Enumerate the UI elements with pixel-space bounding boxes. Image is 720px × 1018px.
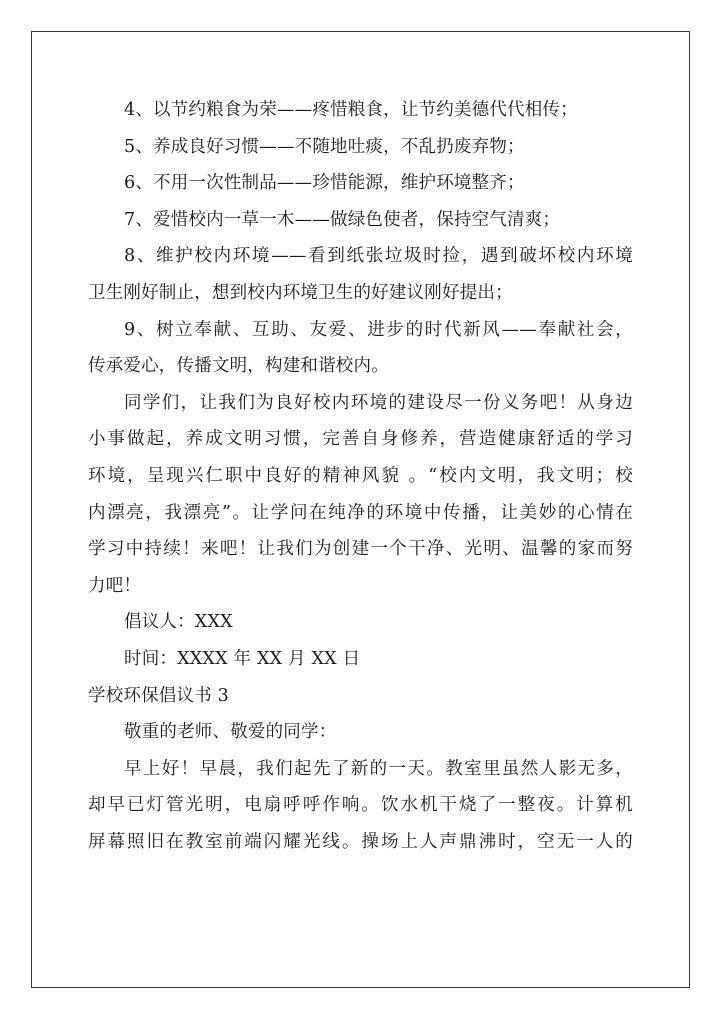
paragraph-line: 环境，呈现兴仁职中良好的精神风貌 。“校内文明，我文明；校 — [88, 465, 633, 486]
paragraph-line: 小事做起，养成文明习惯，完善自身修养，营造健康舒适的学习 — [88, 429, 633, 450]
document-body — [88, 92, 633, 860]
paragraph-line: 学习中持续！来吧！让我们为创建一个干净、光明、温馨的家而努 — [88, 539, 633, 560]
list-item-8-line-1: 8、维护校内环境——看到纸张垃圾时捡，遇到破坏校内环境 — [124, 246, 633, 267]
list-item-4: 4、以节约粮食为荣——疼惜粮食，让节约美德代代相传； — [124, 100, 578, 120]
paragraph-line: 内漂亮，我漂亮”。让学问在纯净的环境中传播，让美妙的心情在 — [88, 502, 633, 523]
paragraph-line: 早上好！早晨，我们起先了新的一天。教室里虽然人影无多， — [124, 758, 633, 779]
salutation: 敬重的老师、敬爱的同学： — [124, 722, 337, 743]
list-item-5: 5、养成良好习惯——不随地吐痰，不乱扔废弃物； — [124, 136, 525, 157]
list-item-7: 7、爱惜校内一草一木——做绿色使者，保持空气清爽； — [124, 209, 561, 230]
list-item-6: 6、不用一次性制品——珍惜能源，维护环境整齐； — [124, 173, 525, 194]
section-title: 学校环保倡议书 3 — [88, 685, 229, 706]
paragraph-line: 力吧！ — [88, 575, 142, 596]
list-item-9-line-2: 传承爱心，传播文明，构建和谐校内。 — [88, 356, 389, 377]
date-line: 时间：XXXX 年 XX 月 XX 日 — [124, 648, 361, 669]
paragraph-line: 屏幕照旧在教室前端闪耀光线。操场上人声鼎沸时，空无一人的 — [88, 831, 633, 852]
paragraph-line: 同学们，让我们为良好校内环境的建设尽一份义务吧！从身边 — [124, 392, 633, 413]
list-item-9-line-1: 9、树立奉献、互助、友爱、进步的时代新风——奉献社会， — [124, 319, 633, 340]
proposer-line: 倡议人：XXX — [124, 612, 233, 633]
paragraph-line: 却早已灯管光明，电扇呼呼作响。饮水机干烧了一整夜。计算机 — [88, 795, 633, 816]
list-item-8-line-2: 卫生刚好制止，想到校内环境卫生的好建议刚好提出； — [88, 282, 513, 303]
